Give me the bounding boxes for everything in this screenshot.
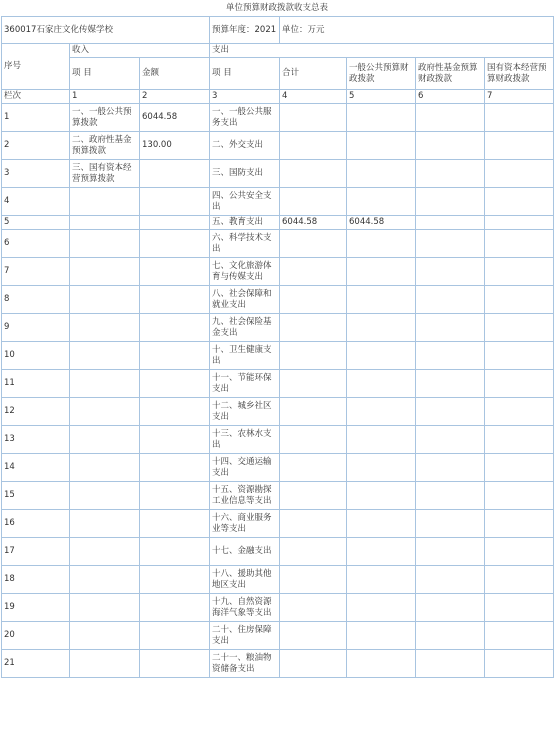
fund-cell xyxy=(416,160,485,188)
exp-item: 十一、节能环保支出 xyxy=(210,370,280,398)
fund-header: 政府性基金预算财政拨款 xyxy=(416,58,485,90)
exp-item: 十二、城乡社区支出 xyxy=(210,398,280,426)
state-cell xyxy=(485,510,554,538)
exp-item: 十五、资源勘探工业信息等支出 xyxy=(210,482,280,510)
income-item xyxy=(70,482,140,510)
row-seq: 6 xyxy=(2,230,70,258)
general-cell xyxy=(347,510,416,538)
column-number: 2 xyxy=(140,90,210,104)
income-amount xyxy=(140,286,210,314)
general-cell xyxy=(347,230,416,258)
general-cell xyxy=(347,426,416,454)
income-amount xyxy=(140,230,210,258)
state-cell xyxy=(485,426,554,454)
row-seq: 18 xyxy=(2,566,70,594)
state-cell xyxy=(485,538,554,566)
total-cell: 6044.58 xyxy=(280,216,347,230)
table-row xyxy=(2,216,554,230)
column-number: 6 xyxy=(416,90,485,104)
state-cell xyxy=(485,160,554,188)
income-amount xyxy=(140,538,210,566)
income-item xyxy=(70,230,140,258)
income-item xyxy=(70,510,140,538)
general-cell xyxy=(347,160,416,188)
general-cell xyxy=(347,566,416,594)
general-cell: 6044.58 xyxy=(347,216,416,230)
total-header: 合计 xyxy=(280,58,347,90)
income-amount xyxy=(140,188,210,216)
income-amount xyxy=(140,622,210,650)
total-cell xyxy=(280,230,347,258)
row-seq: 4 xyxy=(2,188,70,216)
exp-item: 八、社会保障和就业支出 xyxy=(210,286,280,314)
income-amount xyxy=(140,482,210,510)
table-row xyxy=(2,314,554,342)
column-number-row xyxy=(2,90,554,104)
total-cell xyxy=(280,104,347,132)
column-header-row xyxy=(2,58,554,90)
general-cell xyxy=(347,258,416,286)
general-cell xyxy=(347,342,416,370)
exp-item: 十四、交通运输支出 xyxy=(210,454,280,482)
income-item xyxy=(70,398,140,426)
exp-item: 九、社会保险基金支出 xyxy=(210,314,280,342)
exp-item: 四、公共安全支出 xyxy=(210,188,280,216)
income-item: 一、一般公共预算拨款 xyxy=(70,104,140,132)
state-cell xyxy=(485,188,554,216)
fund-cell xyxy=(416,622,485,650)
total-cell xyxy=(280,314,347,342)
income-item xyxy=(70,594,140,622)
exp-item: 六、科学技术支出 xyxy=(210,230,280,258)
total-cell xyxy=(280,342,347,370)
table-row xyxy=(2,398,554,426)
state-cell xyxy=(485,398,554,426)
state-cell xyxy=(485,454,554,482)
row-seq: 5 xyxy=(2,216,70,230)
exp-item: 五、教育支出 xyxy=(210,216,280,230)
state-cell xyxy=(485,566,554,594)
income-item xyxy=(70,342,140,370)
table-row xyxy=(2,622,554,650)
income-item xyxy=(70,454,140,482)
seq-header: 序号 xyxy=(2,44,70,90)
income-item: 三、国有资本经营预算拨款 xyxy=(70,160,140,188)
fund-cell xyxy=(416,342,485,370)
income-item xyxy=(70,258,140,286)
general-cell xyxy=(347,398,416,426)
exp-item: 十八、援助其他地区支出 xyxy=(210,566,280,594)
total-cell xyxy=(280,510,347,538)
fund-cell xyxy=(416,132,485,160)
state-cell xyxy=(485,370,554,398)
table-row xyxy=(2,160,554,188)
row-seq: 7 xyxy=(2,258,70,286)
income-amount: 130.00 xyxy=(140,132,210,160)
row-seq: 2 xyxy=(2,132,70,160)
table-row xyxy=(2,104,554,132)
state-cell xyxy=(485,258,554,286)
total-cell xyxy=(280,188,347,216)
state-cell xyxy=(485,594,554,622)
state-cell xyxy=(485,314,554,342)
income-item xyxy=(70,538,140,566)
exp-item: 十七、金融支出 xyxy=(210,538,280,566)
row-seq: 12 xyxy=(2,398,70,426)
row-seq: 8 xyxy=(2,286,70,314)
general-cell xyxy=(347,454,416,482)
income-amount xyxy=(140,566,210,594)
total-cell xyxy=(280,594,347,622)
exp-item: 二十、住房保障支出 xyxy=(210,622,280,650)
column-number: 5 xyxy=(347,90,416,104)
total-cell xyxy=(280,566,347,594)
exp-item-header: 项 目 xyxy=(210,58,280,90)
income-amount xyxy=(140,258,210,286)
state-cell xyxy=(485,482,554,510)
fund-cell xyxy=(416,258,485,286)
total-cell xyxy=(280,482,347,510)
fund-cell xyxy=(416,454,485,482)
general-cell xyxy=(347,538,416,566)
table-row xyxy=(2,342,554,370)
income-item xyxy=(70,314,140,342)
table-row xyxy=(2,132,554,160)
fund-cell xyxy=(416,370,485,398)
exp-item: 七、文化旅游体育与传媒支出 xyxy=(210,258,280,286)
column-number-label: 栏次 xyxy=(2,90,70,104)
unit-info-row xyxy=(2,17,554,44)
income-amount xyxy=(140,398,210,426)
row-seq: 3 xyxy=(2,160,70,188)
column-number: 3 xyxy=(210,90,280,104)
total-cell xyxy=(280,370,347,398)
fund-cell xyxy=(416,286,485,314)
row-seq: 20 xyxy=(2,622,70,650)
total-cell xyxy=(280,538,347,566)
total-cell xyxy=(280,398,347,426)
table-title: 单位预算财政拨款收支总表 xyxy=(225,3,328,13)
exp-item: 十、卫生健康支出 xyxy=(210,342,280,370)
column-number: 1 xyxy=(70,90,140,104)
general-cell xyxy=(347,650,416,678)
fund-cell xyxy=(416,230,485,258)
income-amount xyxy=(140,650,210,678)
unit-name: 360017石家庄文化传媒学校 xyxy=(2,17,210,44)
group-header-row xyxy=(2,44,554,58)
fund-cell xyxy=(416,650,485,678)
column-number: 4 xyxy=(280,90,347,104)
income-amount xyxy=(140,160,210,188)
state-cell xyxy=(485,104,554,132)
exp-item: 十三、农林水支出 xyxy=(210,426,280,454)
fund-cell xyxy=(416,104,485,132)
table-row xyxy=(2,538,554,566)
fund-cell xyxy=(416,594,485,622)
row-seq: 1 xyxy=(2,104,70,132)
table-row xyxy=(2,370,554,398)
total-cell xyxy=(280,454,347,482)
total-cell xyxy=(280,426,347,454)
income-item-header: 项 目 xyxy=(70,58,140,90)
income-amount xyxy=(140,342,210,370)
fund-cell xyxy=(416,566,485,594)
total-cell xyxy=(280,286,347,314)
expenditure-header: 支出 xyxy=(210,44,554,58)
state-cell xyxy=(485,132,554,160)
fund-cell xyxy=(416,482,485,510)
income-amount xyxy=(140,370,210,398)
exp-item: 十六、商业服务业等支出 xyxy=(210,510,280,538)
table-row xyxy=(2,258,554,286)
state-cell xyxy=(485,622,554,650)
row-seq: 19 xyxy=(2,594,70,622)
income-amount xyxy=(140,216,210,230)
row-seq: 21 xyxy=(2,650,70,678)
table-row xyxy=(2,230,554,258)
total-cell xyxy=(280,622,347,650)
row-seq: 15 xyxy=(2,482,70,510)
table-row xyxy=(2,454,554,482)
table-row xyxy=(2,510,554,538)
income-amount xyxy=(140,426,210,454)
general-cell xyxy=(347,314,416,342)
row-seq: 17 xyxy=(2,538,70,566)
row-seq: 14 xyxy=(2,454,70,482)
state-cell xyxy=(485,650,554,678)
general-cell xyxy=(347,370,416,398)
income-header: 收入 xyxy=(70,44,210,58)
exp-item: 一、一般公共服务支出 xyxy=(210,104,280,132)
income-item xyxy=(70,286,140,314)
budget-year: 预算年度：2021 xyxy=(210,17,280,44)
income-item xyxy=(70,370,140,398)
table-row xyxy=(2,650,554,678)
exp-item: 二、外交支出 xyxy=(210,132,280,160)
fund-cell xyxy=(416,216,485,230)
state-cell xyxy=(485,216,554,230)
fund-cell xyxy=(416,314,485,342)
fund-cell xyxy=(416,398,485,426)
fund-cell xyxy=(416,510,485,538)
income-item xyxy=(70,426,140,454)
row-seq: 10 xyxy=(2,342,70,370)
state-cell xyxy=(485,286,554,314)
row-seq: 13 xyxy=(2,426,70,454)
income-amount xyxy=(140,594,210,622)
income-item xyxy=(70,622,140,650)
table-row xyxy=(2,482,554,510)
table-row xyxy=(2,566,554,594)
income-item xyxy=(70,188,140,216)
table-row xyxy=(2,594,554,622)
currency-unit: 单位：万元 xyxy=(280,17,554,44)
general-cell xyxy=(347,132,416,160)
total-cell xyxy=(280,650,347,678)
general-cell xyxy=(347,188,416,216)
income-amount xyxy=(140,454,210,482)
column-number: 7 xyxy=(485,90,554,104)
income-amount xyxy=(140,510,210,538)
row-seq: 11 xyxy=(2,370,70,398)
fund-cell xyxy=(416,188,485,216)
income-amount-header: 金额 xyxy=(140,58,210,90)
income-item xyxy=(70,650,140,678)
general-cell xyxy=(347,622,416,650)
income-amount xyxy=(140,314,210,342)
table-row xyxy=(2,286,554,314)
general-cell xyxy=(347,104,416,132)
general-header: 一般公共预算财政拨款 xyxy=(347,58,416,90)
state-cell xyxy=(485,342,554,370)
income-item: 二、政府性基金预算拨款 xyxy=(70,132,140,160)
state-cell xyxy=(485,230,554,258)
general-cell xyxy=(347,482,416,510)
state-header: 国有资本经营预算财政拨款 xyxy=(485,58,554,90)
table-row xyxy=(2,188,554,216)
fund-cell xyxy=(416,426,485,454)
exp-item: 三、国防支出 xyxy=(210,160,280,188)
total-cell xyxy=(280,160,347,188)
exp-item: 二十一、粮油物资储备支出 xyxy=(210,650,280,678)
table-row xyxy=(2,426,554,454)
total-cell xyxy=(280,258,347,286)
fund-cell xyxy=(416,538,485,566)
exp-item: 十九、自然资源海洋气象等支出 xyxy=(210,594,280,622)
income-item xyxy=(70,566,140,594)
budget-table xyxy=(1,16,554,678)
income-item xyxy=(70,216,140,230)
general-cell xyxy=(347,594,416,622)
income-amount: 6044.58 xyxy=(140,104,210,132)
row-seq: 9 xyxy=(2,314,70,342)
row-seq: 16 xyxy=(2,510,70,538)
total-cell xyxy=(280,132,347,160)
general-cell xyxy=(347,286,416,314)
